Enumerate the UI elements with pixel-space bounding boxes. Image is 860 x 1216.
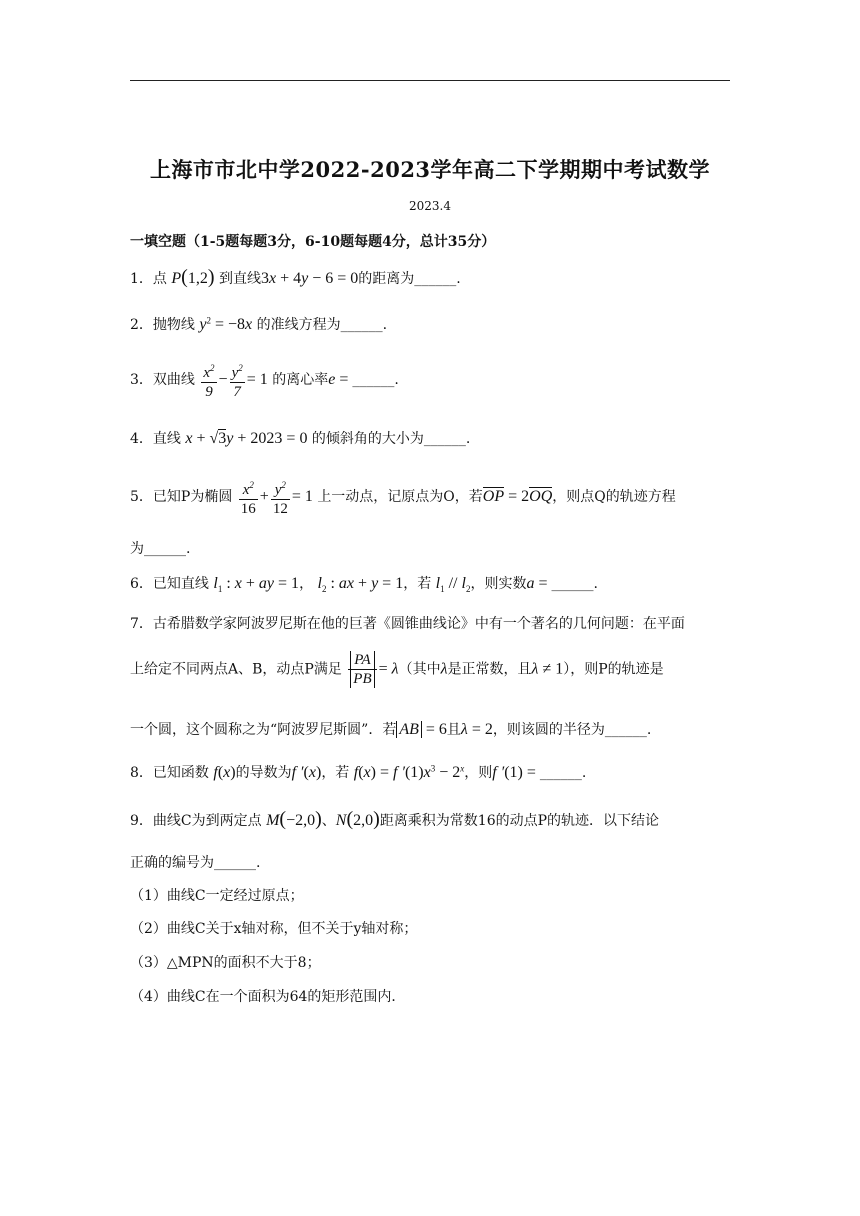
- section-heading: 一填空题（1-5题每题3分，6-10题每题4分，总计35分）: [130, 234, 496, 250]
- answer-blank: ______: [340, 317, 383, 333]
- question-6: 6．已知直线 $l_1$ : x + ay = 1， $l_2$ : ax + y = 1，若 $l_1 // l_2$，则实数a = ______.: [130, 575, 598, 594]
- option-item: （3）△MPN的面积不大于8；: [130, 955, 321, 971]
- page-title: 上海市市北中学2022-2023学年高二下学期期中考试数学: [149, 157, 711, 182]
- header-rule: [130, 80, 730, 81]
- question-2: 2．抛物线 $y^2 = -8x$ 的准线方程为______.: [130, 315, 388, 333]
- fraction: $\frac{y^2}{12}$: [271, 476, 290, 518]
- math-point-p: P(1,2): [171, 266, 215, 288]
- question-5-cont: 为______.: [130, 541, 191, 557]
- answer-blank: ______: [214, 855, 256, 871]
- answer-blank: ______: [352, 372, 395, 388]
- question-3: 3．双曲线 $\frac{x^2}{9}$ − $\frac{y^2}{7}$ = 1 的离心率e = ______.: [130, 359, 735, 401]
- option-item: （1）曲线C一定经过原点；: [130, 888, 304, 904]
- answer-blank: ______: [423, 431, 466, 447]
- exam-date: 2023.4: [409, 199, 451, 213]
- answer-blank: ______: [539, 765, 582, 781]
- question-4: 4．直线 x + √3y + 2023 = 0 的倾斜角的大小为______.: [130, 430, 471, 447]
- fraction: $\frac{x^2}{16}$: [239, 476, 258, 518]
- answer-blank: ______: [604, 722, 647, 738]
- answer-blank: ______: [414, 271, 457, 287]
- fraction: $\frac{PA}{PB}$: [348, 651, 376, 688]
- question-9: 9．曲线C为到两定点 M(−2,0)、N(2,0)距离乘积为常数16的动点P的轨迹．以下结论: [130, 808, 660, 830]
- option-item: （2）曲线C关于x轴对称，但不关于y轴对称；: [130, 921, 418, 937]
- fraction: $\frac{y^2}{7}$: [230, 359, 245, 401]
- question-7-line-3: 一个圆，这个圆称之为“阿波罗尼斯圆”．若 AB = 6且λ = 2，则该圆的半径为______.: [130, 721, 652, 738]
- fraction: $\frac{x^2}{9}$: [201, 359, 216, 401]
- answer-blank: ______: [551, 576, 594, 592]
- question-5: 5．已知P为椭圆 $\frac{x^2}{16}$ + $\frac{y^2}{12}$ = 1 上一动点，记原点为O，若OP = 2OQ，则点Q的轨迹方程: [130, 476, 735, 518]
- question-7-line-2: 上给定不同两点A、B，动点P满足 $\frac{PA}{PB}$ = λ（其中λ是正常数，且λ ≠ 1），则P的轨迹是: [130, 652, 664, 687]
- question-1: 1．点 P(1,2) 到直线3x + 4y − 6 = 0的距离为______.: [130, 266, 461, 288]
- answer-blank: ______: [144, 541, 186, 557]
- option-item: （4）曲线C在一个面积为64的矩形范围内．: [130, 989, 406, 1005]
- question-7: 7．古希腊数学家阿波罗尼斯在他的巨著《圆锥曲线论》中有一个著名的几何问题：在平面: [130, 616, 685, 632]
- question-9-line-2: 正确的编号为______.: [130, 855, 261, 871]
- question-8: 8．已知函数 f(x)的导数为f ′(x)，若 f(x) = f $'(1)x^3 - 2^x$，则f ′(1) = ______.: [130, 763, 587, 781]
